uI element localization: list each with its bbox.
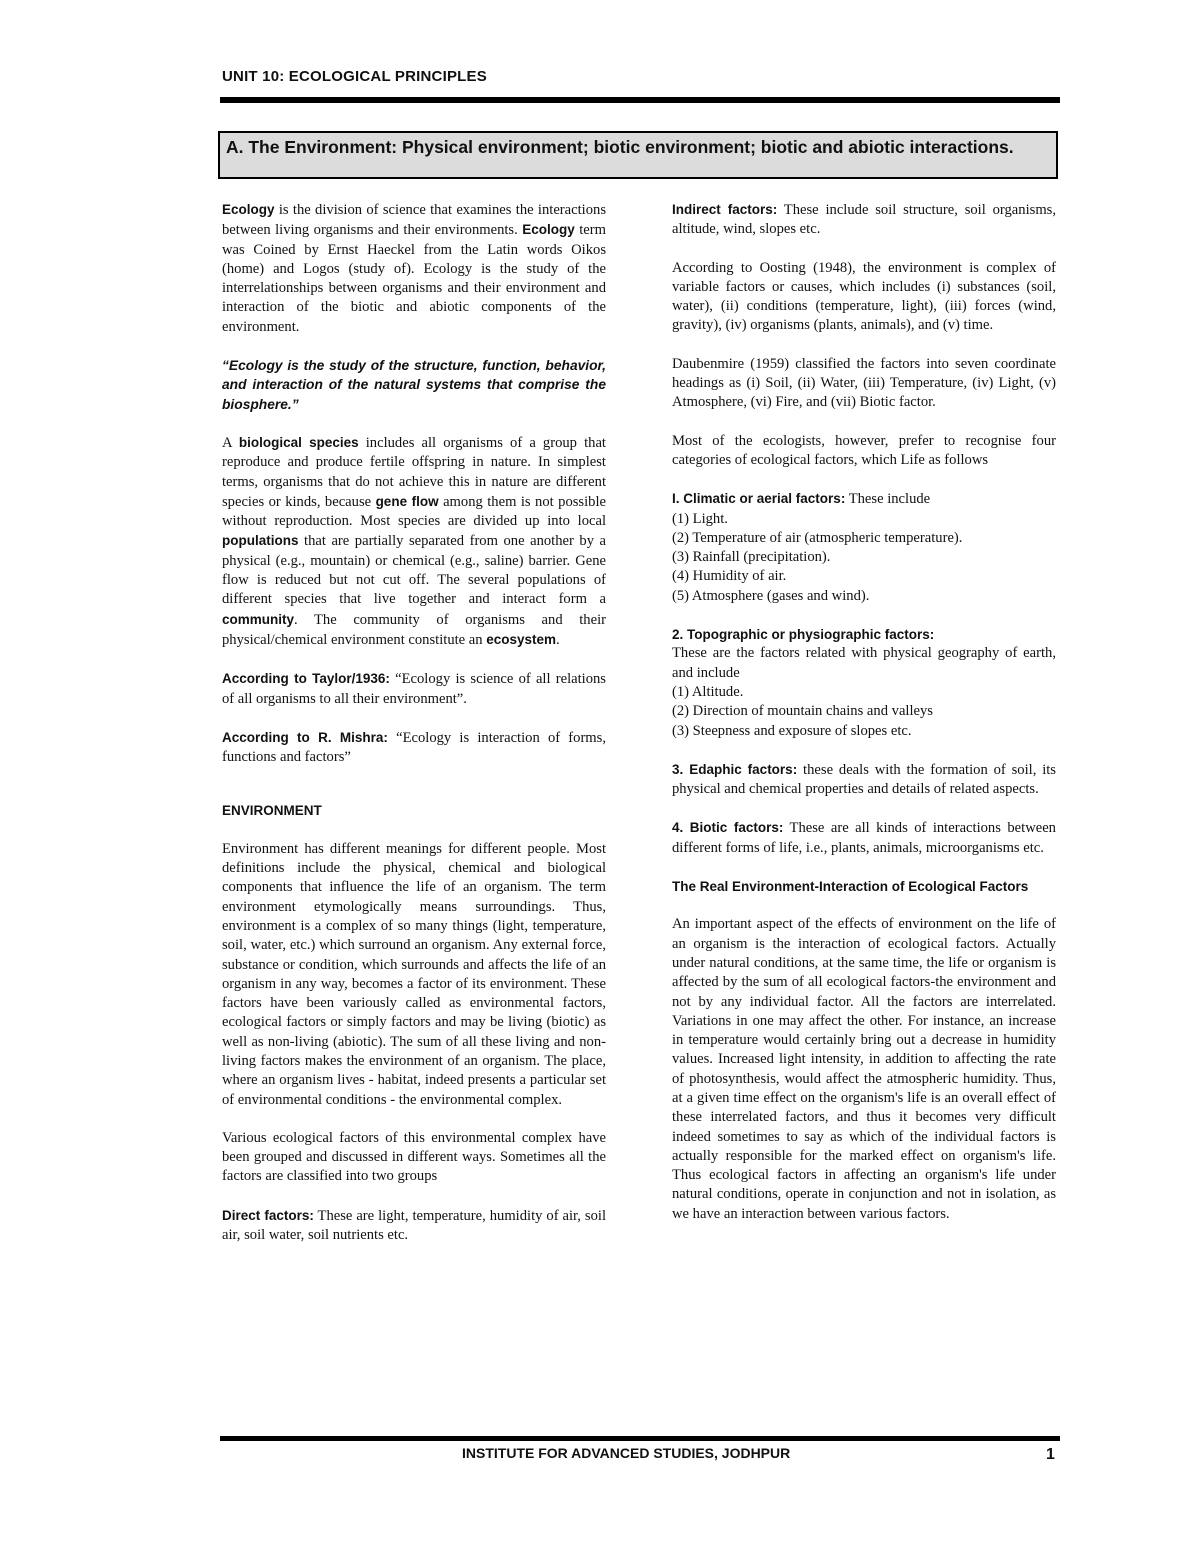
keyword-biological-species: biological species <box>238 434 359 450</box>
keyword-ecology: Ecology <box>222 202 275 217</box>
section-title: A. The Environment: Physical environment; biotic environment; biotic and abiotic interactions. <box>226 137 1014 157</box>
oosting-paragraph: According to Oosting (1948), the environment is complex of variable factors or causes, which includes (i) substances (soil, water), (ii) conditions (temperature, light), (iii) forces (wind, gravity), (iv) organisms (plants, animals), and (v) time. <box>672 259 1056 334</box>
text-run: . The community of organisms and their physical/chemical environment constitute an <box>222 611 606 648</box>
left-column <box>222 200 606 1264</box>
footer-rule <box>220 1436 1060 1441</box>
text-run: “Ecology is interaction of forms, functions and factors” <box>222 729 606 766</box>
climatic-factors-label: I. Climatic or aerial factors: <box>672 491 846 507</box>
climatic-factors-block <box>672 489 1056 606</box>
footer-institute: INSTITUTE FOR ADVANCED STUDIES, JODHPUR <box>462 1445 791 1461</box>
header-rule <box>220 97 1060 103</box>
topographic-factors-block <box>672 625 1056 741</box>
taylor-label: According to Taylor/1936: <box>222 671 390 687</box>
right-column <box>672 200 1056 1243</box>
keyword-community: community <box>222 611 295 627</box>
list-item: (5) Atmosphere (gases and wind). <box>672 587 870 604</box>
list-item: (3) Rainfall (precipitation). <box>672 549 831 566</box>
text-run: A <box>222 434 239 451</box>
list-item: (4) Humidity of air. <box>672 568 787 585</box>
ecology-definition-paragraph <box>222 200 606 337</box>
text-run: These include <box>845 491 931 508</box>
environment-paragraph: Environment has different meanings for different people. Most definitions include the physical, chemical and biological components that influence the life of an organism. The term environment etymologically means surroundings. Thus, environment is a complex of so many things (light, temperature, soil, water, etc.) which surround an organism. Any external force, substance or condition, which surrounds and affects the life of an organism in any way, becomes a factor of its environment. These factors have been variously called as environmental factors, ecological factors or simply factors and may be living (biotic) as well as non-living (abiotic). The sum of all these living and non-living factors makes the environment of an organism. The place, where an organism lives - habitat, indeed presents a particular set of environmental conditions - the environmental complex. <box>222 840 606 1108</box>
keyword-populations: populations <box>222 533 299 549</box>
text-run: among them is not possible without reproduction. Most species are divided up into local <box>222 493 606 530</box>
text-run: . <box>556 631 560 648</box>
taylor-definition <box>222 669 606 709</box>
text-run: These are the factors related with physical geography of earth, and include <box>672 645 1056 681</box>
text-run: includes all organisms of a group that reproduce and produce fertile offspring in nature. In simplest terms, organisms that do not achieve this in nature are different species or kinds, because <box>222 434 606 510</box>
indirect-factors-paragraph <box>672 200 1056 240</box>
text-run: is the division of science that examines the interactions between living organisms and their environments. <box>222 202 606 239</box>
list-item: (2) Direction of mountain chains and valleys <box>672 703 933 720</box>
mishra-label: According to R. Mishra: <box>222 729 388 745</box>
keyword-gene-flow: gene flow <box>375 493 439 509</box>
text-run: These are all kinds of interactions between different forms of life, i.e., plants, animals, microorganisms etc. <box>672 820 1056 856</box>
direct-factors-paragraph <box>222 1206 606 1246</box>
edaphic-factors-paragraph <box>672 760 1056 800</box>
list-item: (3) Steepness and exposure of slopes etc. <box>672 722 912 739</box>
list-item: (1) Light. <box>672 510 728 527</box>
factors-grouping-paragraph: Various ecological factors of this environmental complex have been grouped and discussed in different ways. Sometimes all the factors are classified into two groups <box>222 1129 606 1185</box>
unit-title: UNIT 10: ECOLOGICAL PRINCIPLES <box>222 68 487 85</box>
species-paragraph <box>222 433 606 650</box>
text-run: “Ecology is science of all relations of all organisms to all their environment”. <box>222 671 606 707</box>
ecologists-paragraph: Most of the ecologists, however, prefer to recognise four categories of ecological factors, which Life as follows <box>672 432 1056 468</box>
mishra-definition <box>222 728 606 768</box>
list-item: (2) Temperature of air (atmospheric temperature). <box>672 529 963 546</box>
direct-factors-label: Direct factors: <box>222 1207 314 1223</box>
real-environment-heading: The Real Environment-Interaction of Ecological Factors <box>672 879 1029 895</box>
text-run: these deals with the formation of soil, its physical and chemical properties and details of related aspects. <box>672 761 1056 798</box>
environment-heading: ENVIRONMENT <box>222 803 322 819</box>
biotic-factors-label: 4. Biotic factors: <box>672 820 784 836</box>
real-environment-paragraph: An important aspect of the effects of environment on the life of an organism is the interaction of ecological factors. Actually under natural conditions, at the same time, the life or organism is affected by the sum of all ecological factors-the environment and not by any individual factor. All the factors are interrelated. Variations in one may affect the other. For instance, an increase in temperature would certainly bring out a decrease in humidity values. Increased light intensity, in addition to affecting the rate of photosynthesis, would affect the atmospheric humidity. Thus, at a given time effect on the organism's life is an overall effect of these interrelated factors, and thus it becomes very difficult indeed sometimes to say as which of the individual factors is actually responsible for the marked effect on organism's life. Thus ecological factors in affecting an organism's life under natural conditions, operate in conjunction and not in isolation, as we have an interaction between various factors. <box>672 916 1056 1222</box>
text-run: These include soil structure, soil organisms, altitude, wind, slopes etc. <box>672 202 1056 238</box>
keyword-ecosystem: ecosystem <box>486 631 557 647</box>
page-number: 1 <box>1046 1446 1055 1463</box>
text-run: term was Coined by Ernst Haeckel from the Latin words Oikos (home) and Logos (study of). Ecology is the study of the interrelationships between organisms and their environment and interaction of the biotic and abiotic components of the environment. <box>222 222 606 335</box>
edaphic-factors-label: 3. Edaphic factors: <box>672 761 798 777</box>
section-title-box <box>218 131 1058 179</box>
keyword-ecology: Ecology <box>522 222 575 238</box>
text-run: These are light, temperature, humidity of air, soil air, soil water, soil nutrients etc. <box>222 1207 606 1244</box>
topographic-factors-label: 2. Topographic or physiographic factors: <box>672 627 935 643</box>
text-run: that are partially separated from one another by a physical (e.g., mountain) or chemical (e.g., saline) barrier. Gene flow is reduced but not cut off. The several populations of different species that live together and interact form a <box>222 533 606 608</box>
list-item: (1) Altitude. <box>672 683 744 700</box>
daubenmire-paragraph: Daubenmire (1959) classified the factors into seven coordinate headings as (i) Soil, (ii) Water, (iii) Temperature, (iv) Light, (v) Atmosphere, (vi) Fire, and (vii) Biotic factor. <box>672 355 1056 411</box>
biotic-factors-paragraph <box>672 818 1056 858</box>
indirect-factors-label: Indirect factors: <box>672 202 778 217</box>
ecology-quote: “Ecology is the study of the structure, function, behavior, and interaction of the natural systems that comprise the biosphere.” <box>222 358 606 412</box>
